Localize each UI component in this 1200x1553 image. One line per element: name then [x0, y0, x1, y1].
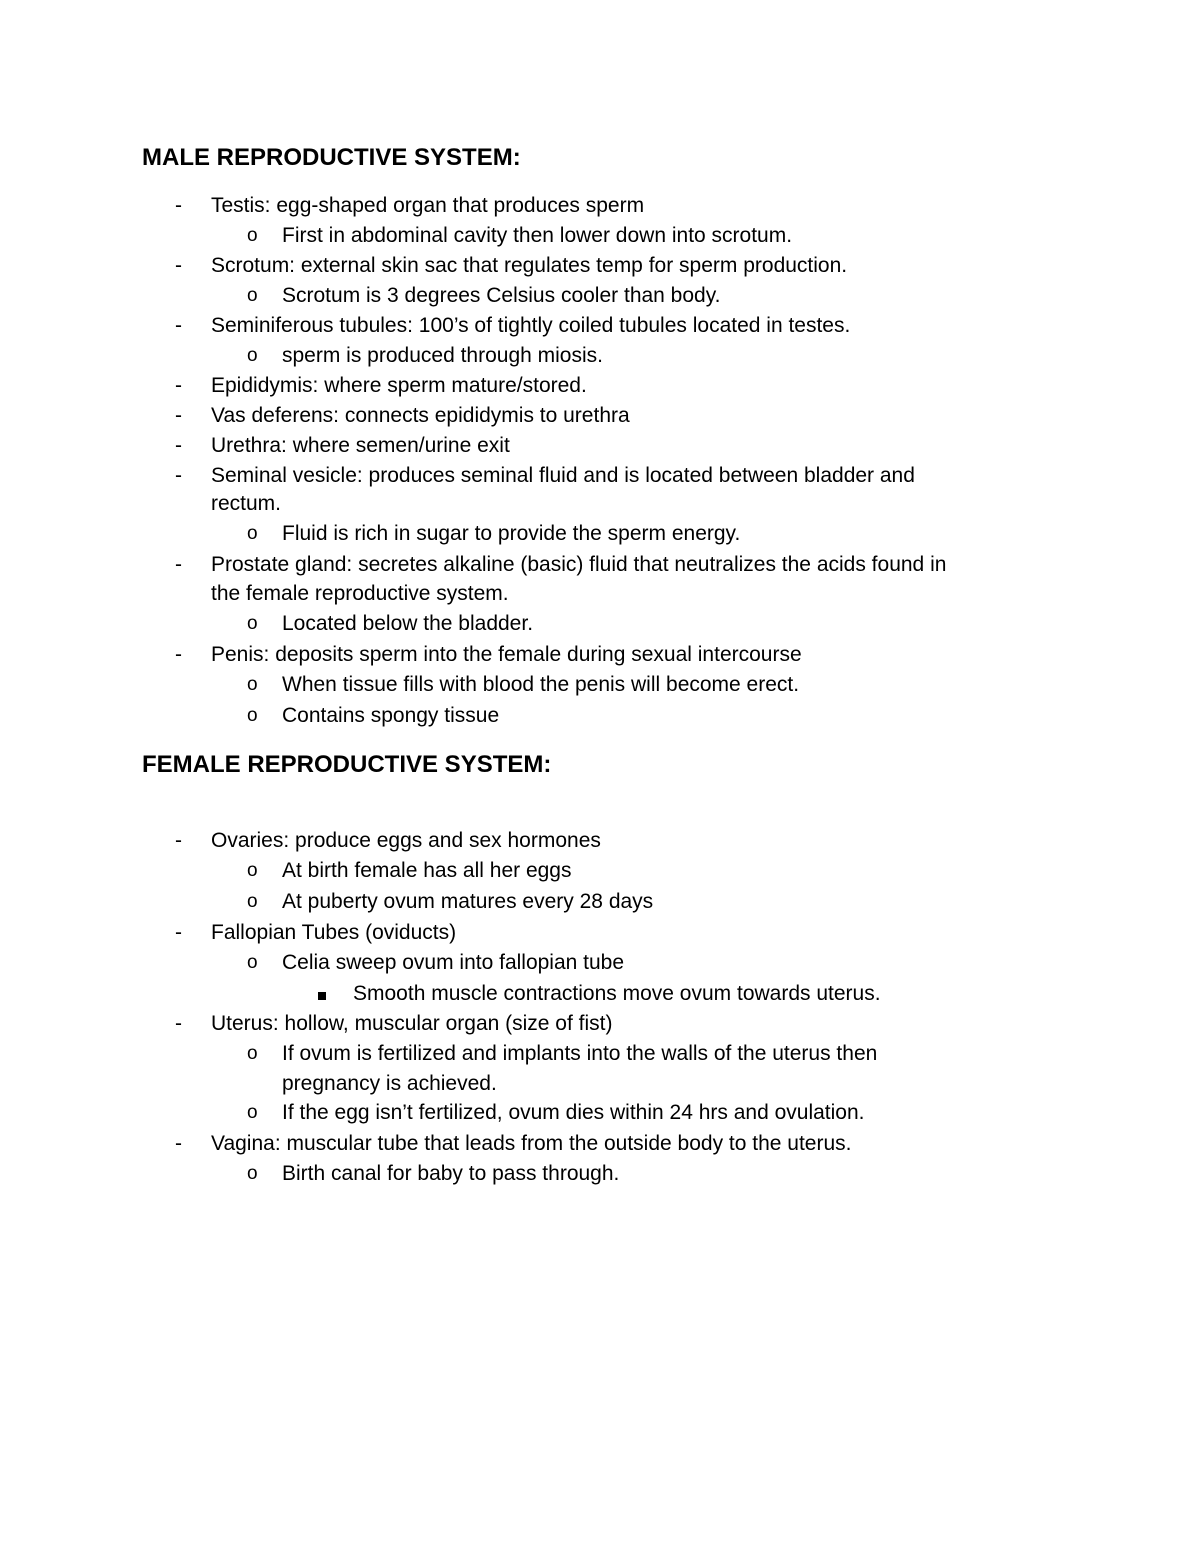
circle-bullet: o [247, 952, 258, 973]
list-item-text: rectum. [211, 492, 282, 515]
dash-bullet: - [175, 374, 182, 397]
dash-bullet: - [175, 434, 182, 457]
circle-bullet: o [247, 860, 258, 881]
list-item-text: Fallopian Tubes (oviducts) [211, 921, 457, 944]
circle-bullet: o [247, 705, 258, 726]
sub-list-item-text: Contains spongy tissue [282, 704, 500, 727]
circle-bullet: o [247, 1043, 258, 1064]
sub-list-item-text: At birth female has all her eggs [282, 859, 572, 882]
sub-sub-list-item-text: Smooth muscle contractions move ovum towards uterus. [353, 982, 881, 1005]
dash-bullet: - [175, 464, 182, 487]
dash-bullet: - [175, 1132, 182, 1155]
dash-bullet: - [175, 1012, 182, 1035]
list-item-text: Seminal vesicle: produces seminal fluid and is located between bladder and [211, 464, 915, 487]
circle-bullet: o [247, 345, 258, 366]
dash-bullet: - [175, 643, 182, 666]
dash-bullet: - [175, 314, 182, 337]
list-item-text: Penis: deposits sperm into the female during sexual intercourse [211, 643, 802, 666]
square-bullet-icon [318, 979, 326, 1009]
circle-bullet: o [247, 1163, 258, 1184]
male-section-heading: MALE REPRODUCTIVE SYSTEM: [142, 144, 521, 171]
sub-list-item-text: Located below the bladder. [282, 612, 534, 635]
dash-bullet: - [175, 829, 182, 852]
sub-list-item-text: If ovum is fertilized and implants into the walls of the uterus then [282, 1042, 878, 1065]
circle-bullet: o [247, 613, 258, 634]
sub-list-item-text: If the egg isn’t fertilized, ovum dies within 24 hrs and ovulation. [282, 1101, 865, 1124]
circle-bullet: o [247, 523, 258, 544]
sub-list-item-text: First in abdominal cavity then lower down into scrotum. [282, 224, 793, 247]
circle-bullet: o [247, 1102, 258, 1123]
dash-bullet: - [175, 921, 182, 944]
list-item-text: the female reproductive system. [211, 582, 509, 605]
dash-bullet: - [175, 404, 182, 427]
sub-list-item-text: When tissue fills with blood the penis will become erect. [282, 673, 800, 696]
list-item-text: Vas deferens: connects epididymis to urethra [211, 404, 630, 427]
sub-list-item-text: Fluid is rich in sugar to provide the sperm energy. [282, 522, 741, 545]
dash-bullet: - [175, 194, 182, 217]
dash-bullet: - [175, 254, 182, 277]
circle-bullet: o [247, 285, 258, 306]
dash-bullet: - [175, 553, 182, 576]
sub-list-item-text: sperm is produced through miosis. [282, 344, 603, 367]
circle-bullet: o [247, 891, 258, 912]
sub-list-item-text: At puberty ovum matures every 28 days [282, 890, 654, 913]
circle-bullet: o [247, 225, 258, 246]
sub-list-item-text: Scrotum is 3 degrees Celsius cooler than body. [282, 284, 721, 307]
list-item-text: Testis: egg-shaped organ that produces sperm [211, 194, 645, 217]
female-section-heading: FEMALE REPRODUCTIVE SYSTEM: [142, 751, 552, 778]
list-item-text: Epididymis: where sperm mature/stored. [211, 374, 587, 397]
list-item-text: Prostate gland: secretes alkaline (basic) fluid that neutralizes the acids found in [211, 553, 947, 576]
list-item-text: Urethra: where semen/urine exit [211, 434, 510, 457]
list-item-text: Seminiferous tubules: 100’s of tightly coiled tubules located in testes. [211, 314, 851, 337]
sub-list-item-text: Celia sweep ovum into fallopian tube [282, 951, 625, 974]
list-item-text: Vagina: muscular tube that leads from the outside body to the uterus. [211, 1132, 852, 1155]
list-item-text: Ovaries: produce eggs and sex hormones [211, 829, 601, 852]
circle-bullet: o [247, 674, 258, 695]
list-item-text: Uterus: hollow, muscular organ (size of fist) [211, 1012, 613, 1035]
list-item-text: Scrotum: external skin sac that regulates temp for sperm production. [211, 254, 848, 277]
sub-list-item-text: pregnancy is achieved. [282, 1072, 497, 1095]
sub-list-item-text: Birth canal for baby to pass through. [282, 1162, 620, 1185]
